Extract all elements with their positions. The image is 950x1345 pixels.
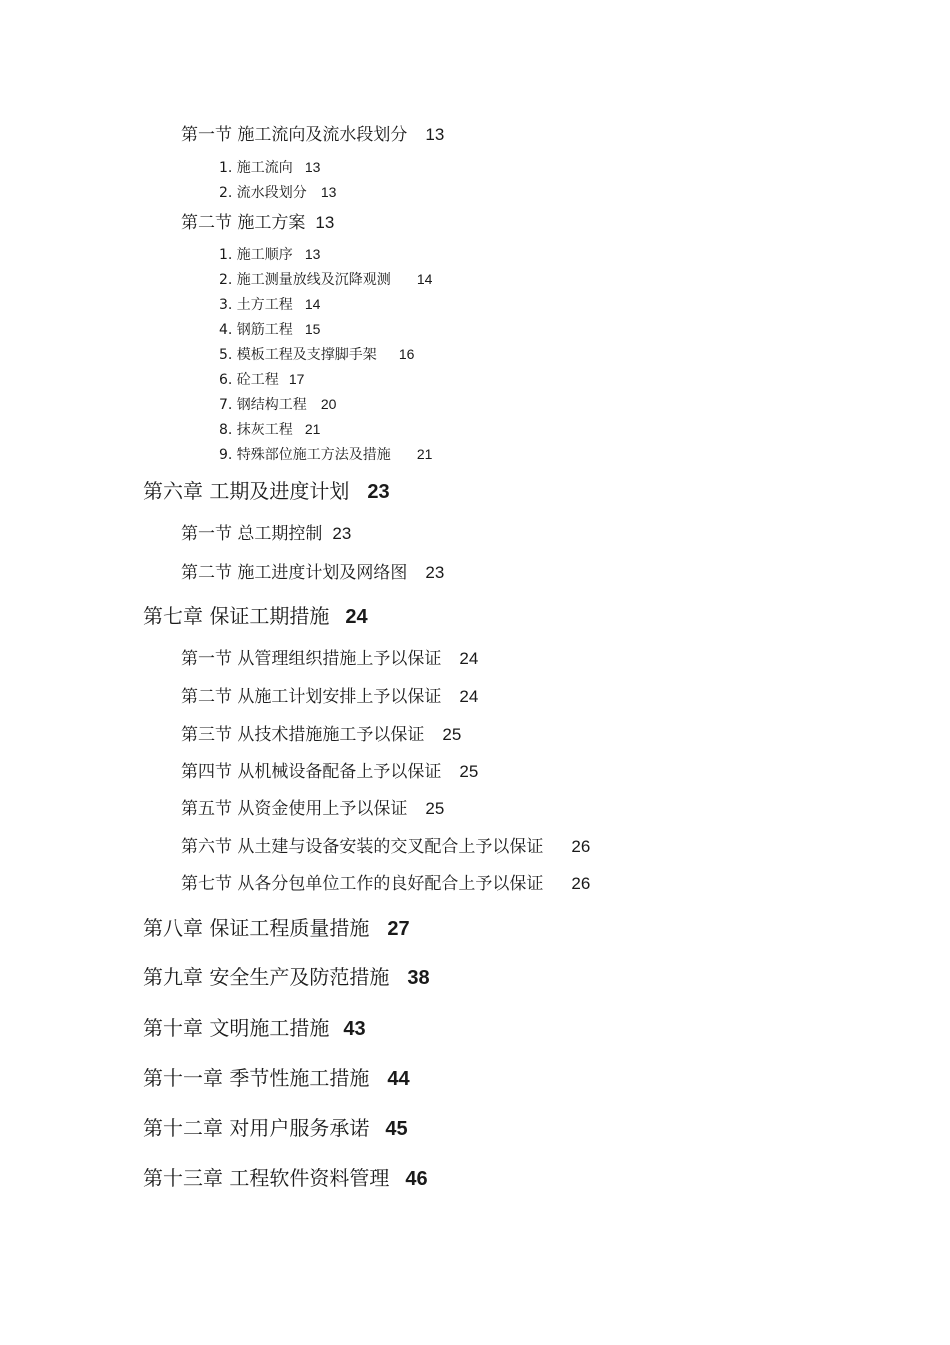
toc-entry-section[interactable] xyxy=(181,763,478,781)
toc-entry-chapter[interactable] xyxy=(143,1168,428,1189)
toc-entry-page: 17 xyxy=(288,371,305,387)
toc-entry-label: 第一节 从管理组织措施上予以保证 xyxy=(181,649,442,669)
toc-entry-section[interactable] xyxy=(181,214,334,232)
toc-entry-label: 1. 施工顺序 xyxy=(219,247,293,263)
toc-entry-label: 5. 模板工程及支撑脚手架 xyxy=(219,347,377,363)
toc-entry-section[interactable] xyxy=(181,564,444,582)
toc-entry-page: 14 xyxy=(416,271,433,287)
toc-entry-label: 第一节 总工期控制 xyxy=(181,524,323,544)
toc-entry-chapter[interactable] xyxy=(143,918,410,939)
toc-entry-label: 第十二章 对用户服务承诺 xyxy=(143,1116,370,1140)
toc-entry-label: 8. 抹灰工程 xyxy=(219,422,293,438)
toc-entry-label: 第七章 保证工期措施 xyxy=(143,604,330,628)
toc-entry-page: 14 xyxy=(304,296,321,312)
toc-entry-page: 26 xyxy=(571,837,591,856)
toc-entry-page: 46 xyxy=(405,1168,428,1190)
toc-entry-page: 24 xyxy=(459,649,479,668)
toc-entry-section[interactable] xyxy=(181,650,478,668)
toc-entry-label: 第七节 从各分包单位工作的良好配合上予以保证 xyxy=(181,874,544,894)
toc-entry-label: 9. 特殊部位施工方法及措施 xyxy=(219,447,391,463)
toc-entry-page: 23 xyxy=(332,524,352,543)
toc-entry-chapter[interactable] xyxy=(143,606,368,627)
toc-entry-item[interactable] xyxy=(219,372,304,387)
toc-entry-chapter[interactable] xyxy=(143,481,390,502)
toc-entry-label: 第六节 从土建与设备安装的交叉配合上予以保证 xyxy=(181,837,544,857)
toc-entry-label: 1. 施工流向 xyxy=(219,160,293,176)
toc-entry-item[interactable] xyxy=(219,185,336,200)
toc-entry-chapter[interactable] xyxy=(143,1018,366,1039)
toc-entry-page: 25 xyxy=(425,799,445,818)
toc-entry-page: 26 xyxy=(571,874,591,893)
toc-entry-label: 第二节 施工方案 xyxy=(181,213,306,233)
toc-entry-page: 13 xyxy=(315,213,335,232)
toc-entry-item[interactable] xyxy=(219,422,320,437)
toc-entry-section[interactable] xyxy=(181,126,444,144)
toc-entry-chapter[interactable] xyxy=(143,1118,408,1139)
toc-entry-label: 3. 土方工程 xyxy=(219,297,293,313)
toc-entry-page: 25 xyxy=(459,762,479,781)
toc-entry-label: 4. 钢筋工程 xyxy=(219,322,293,338)
toc-entry-page: 20 xyxy=(320,396,337,412)
toc-entry-item[interactable] xyxy=(219,247,320,262)
toc-entry-label: 2. 流水段划分 xyxy=(219,185,307,201)
toc-entry-section[interactable] xyxy=(181,875,590,893)
toc-entry-item[interactable] xyxy=(219,347,414,362)
toc-entry-page: 13 xyxy=(304,159,321,175)
toc-entry-label: 6. 砼工程 xyxy=(219,372,279,388)
toc-entry-label: 第十三章 工程软件资料管理 xyxy=(143,1166,390,1190)
toc-entry-label: 第八章 保证工程质量措施 xyxy=(143,916,370,940)
toc-entry-label: 第六章 工期及进度计划 xyxy=(143,479,350,503)
toc-entry-label: 第十一章 季节性施工措施 xyxy=(143,1066,370,1090)
toc-entry-label: 第二节 施工进度计划及网络图 xyxy=(181,563,408,583)
toc-entry-page: 44 xyxy=(387,1068,410,1090)
toc-entry-label: 第三节 从技术措施施工予以保证 xyxy=(181,725,425,745)
toc-entry-item[interactable] xyxy=(219,160,320,175)
toc-entry-section[interactable] xyxy=(181,525,351,543)
toc-entry-item[interactable] xyxy=(219,297,320,312)
toc-entry-chapter[interactable] xyxy=(143,967,430,988)
toc-entry-label: 第二节 从施工计划安排上予以保证 xyxy=(181,687,442,707)
toc-entry-page: 23 xyxy=(425,563,445,582)
toc-entry-page: 21 xyxy=(416,446,433,462)
toc-entry-page: 23 xyxy=(367,481,390,503)
toc-entry-item[interactable] xyxy=(219,447,432,462)
toc-entry-section[interactable] xyxy=(181,838,590,856)
toc-entry-page: 13 xyxy=(304,246,321,262)
toc-entry-label: 第九章 安全生产及防范措施 xyxy=(143,965,390,989)
toc-entry-section[interactable] xyxy=(181,726,461,744)
toc-entry-label: 2. 施工测量放线及沉降观测 xyxy=(219,272,391,288)
toc-entry-page: 27 xyxy=(387,918,410,940)
toc-entry-page: 25 xyxy=(442,725,462,744)
toc-entry-item[interactable] xyxy=(219,322,320,337)
toc-entry-page: 13 xyxy=(425,125,445,144)
toc-entry-section[interactable] xyxy=(181,688,478,706)
toc-entry-page: 45 xyxy=(385,1118,408,1140)
toc-entry-page: 38 xyxy=(407,967,430,989)
toc-entry-chapter[interactable] xyxy=(143,1068,410,1089)
toc-entry-page: 21 xyxy=(304,421,321,437)
toc-entry-item[interactable] xyxy=(219,272,432,287)
toc-entry-page: 24 xyxy=(345,606,368,628)
toc-entry-page: 15 xyxy=(304,321,321,337)
toc-entry-page: 24 xyxy=(459,687,479,706)
toc-entry-page: 13 xyxy=(320,184,337,200)
toc-entry-page: 16 xyxy=(398,346,415,362)
toc-entry-label: 第十章 文明施工措施 xyxy=(143,1016,330,1040)
toc-entry-page: 43 xyxy=(343,1018,366,1040)
toc-entry-section[interactable] xyxy=(181,800,444,818)
toc-entry-item[interactable] xyxy=(219,397,336,412)
toc-entry-label: 第四节 从机械设备配备上予以保证 xyxy=(181,762,442,782)
toc-entry-label: 第五节 从资金使用上予以保证 xyxy=(181,799,408,819)
toc-entry-label: 第一节 施工流向及流水段划分 xyxy=(181,125,408,145)
toc-entry-label: 7. 钢结构工程 xyxy=(219,397,307,413)
